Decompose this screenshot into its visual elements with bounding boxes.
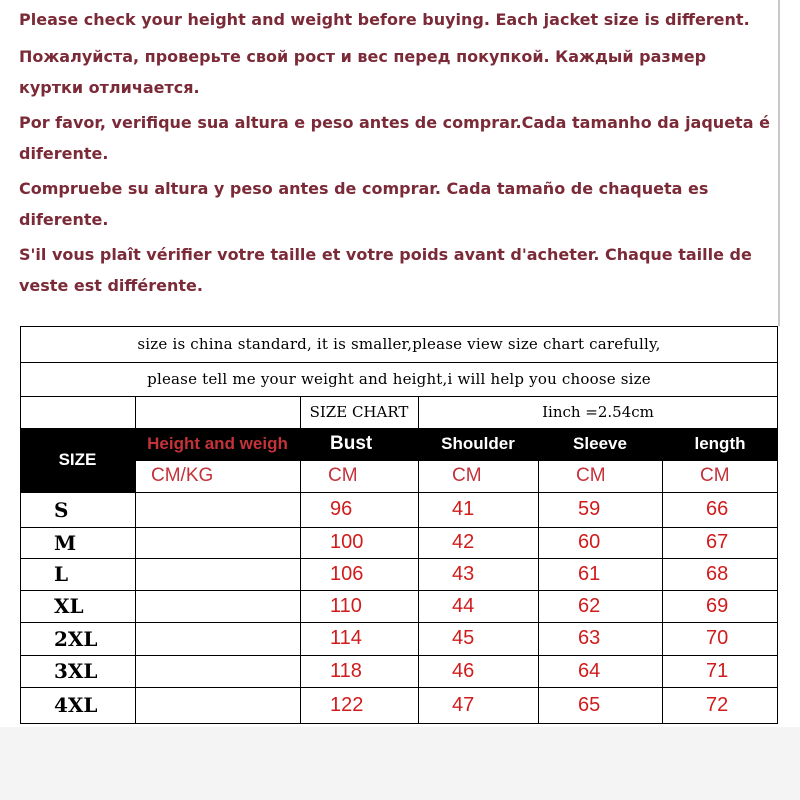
sleeve-value: 60 (578, 531, 601, 553)
size-label: XL (54, 594, 84, 618)
bust-value: 122 (330, 693, 364, 716)
size-chart-label: SIZE CHART (309, 403, 409, 421)
shoulder-value: 44 (452, 594, 475, 617)
grid-line (662, 460, 663, 724)
notice-french-line2: veste est différente. (19, 276, 203, 295)
shoulder-value: 45 (452, 627, 475, 649)
bust-value: 118 (330, 659, 362, 682)
grid-line (135, 460, 778, 461)
size-label: 3XL (54, 659, 98, 683)
notice-spanish-line1: Compruebe su altura y peso antes de comprar. Cada tamaño de chaqueta es (19, 179, 709, 198)
inch-conversion-label: Iinch =2.54cm (542, 403, 654, 421)
banner-line-1: size is china standard, it is smaller,please view size chart carefully, (137, 335, 661, 353)
grid-line (20, 362, 778, 363)
sleeve-value: 65 (578, 693, 601, 716)
grid-line (20, 655, 778, 656)
length-value: 66 (706, 498, 729, 520)
grid-line (20, 326, 21, 724)
notice-portuguese (19, 107, 778, 169)
unit-shoulder: CM (452, 465, 482, 486)
notice-english-text: Please check your height and weight before buying. Each jacket size is different. (19, 10, 750, 29)
grid-line (20, 558, 778, 559)
size-label: L (54, 562, 69, 586)
bust-value: 114 (330, 627, 362, 649)
sleeve-value: 59 (578, 498, 601, 520)
banner-line-2: please tell me your weight and height,i will help you choose size (147, 370, 651, 388)
grid-line (20, 622, 778, 623)
grid-line (300, 396, 301, 724)
notice-portuguese-line2: diferente. (19, 144, 109, 163)
bust-value: 100 (330, 531, 364, 553)
size-label: 4XL (54, 693, 98, 717)
column-header-shoulder: Shoulder (441, 434, 515, 453)
column-header-sleeve: Sleeve (573, 434, 627, 453)
size-label: S (54, 497, 69, 522)
notice-spanish-line2: diferente. (19, 210, 109, 229)
notice-french-line1: S'il vous plaît vérifier votre taille et votre poids avant d'acheter. Chaque taille de (19, 245, 752, 264)
notice-french (19, 239, 778, 301)
length-value: 67 (706, 531, 729, 553)
sleeve-value: 62 (578, 594, 601, 617)
unit-sleeve: CM (576, 465, 606, 486)
sleeve-value: 61 (578, 562, 601, 585)
column-header-bust: Bust (330, 433, 373, 454)
column-header-height-weight: Height and weigh (147, 434, 288, 453)
grid-line (20, 590, 778, 591)
shoulder-value: 47 (452, 693, 475, 716)
bust-value: 96 (330, 498, 353, 520)
unit-height-weight: CM/KG (151, 465, 214, 486)
size-header: SIZE (20, 428, 135, 492)
grid-line (20, 396, 778, 397)
size-notice (0, 0, 780, 326)
unit-bust: CM (328, 465, 358, 486)
grid-line (418, 460, 419, 724)
grid-line (20, 687, 778, 688)
notice-spanish (19, 173, 778, 235)
shoulder-value: 46 (452, 659, 475, 682)
grid-line (20, 527, 778, 528)
notice-russian-line2: куртки отличается. (19, 78, 200, 97)
size-label: 2XL (54, 626, 98, 651)
sleeve-value: 63 (578, 627, 601, 649)
shoulder-value: 41 (452, 498, 475, 520)
grid-line (777, 326, 778, 724)
size-label: M (54, 530, 77, 555)
bust-value: 110 (330, 594, 362, 617)
sleeve-value: 64 (578, 659, 601, 682)
grid-line (20, 326, 778, 327)
grid-line (20, 428, 778, 429)
grid-line (20, 723, 778, 724)
length-value: 69 (706, 594, 729, 617)
grid-line (418, 396, 419, 428)
length-value: 70 (706, 627, 729, 649)
grid-line (538, 460, 539, 724)
unit-length: CM (700, 465, 730, 486)
column-header-length: length (694, 434, 746, 453)
notice-english (19, 4, 778, 35)
notice-russian-line1: Пожалуйста, проверьте свой рост и вес перед покупкой. Каждый размер (19, 47, 707, 66)
length-value: 72 (706, 693, 729, 716)
shoulder-value: 43 (452, 562, 475, 585)
grid-line (20, 492, 778, 493)
length-value: 68 (706, 562, 729, 585)
notice-russian (19, 41, 778, 103)
notice-portuguese-line1: Por favor, verifique sua altura e peso antes de comprar.Cada tamanho da jaqueta é (19, 113, 770, 132)
length-value: 71 (706, 659, 729, 682)
shoulder-value: 42 (452, 531, 475, 553)
size-chart-table (0, 326, 800, 800)
bust-value: 106 (330, 562, 364, 585)
grid-line (135, 396, 136, 724)
